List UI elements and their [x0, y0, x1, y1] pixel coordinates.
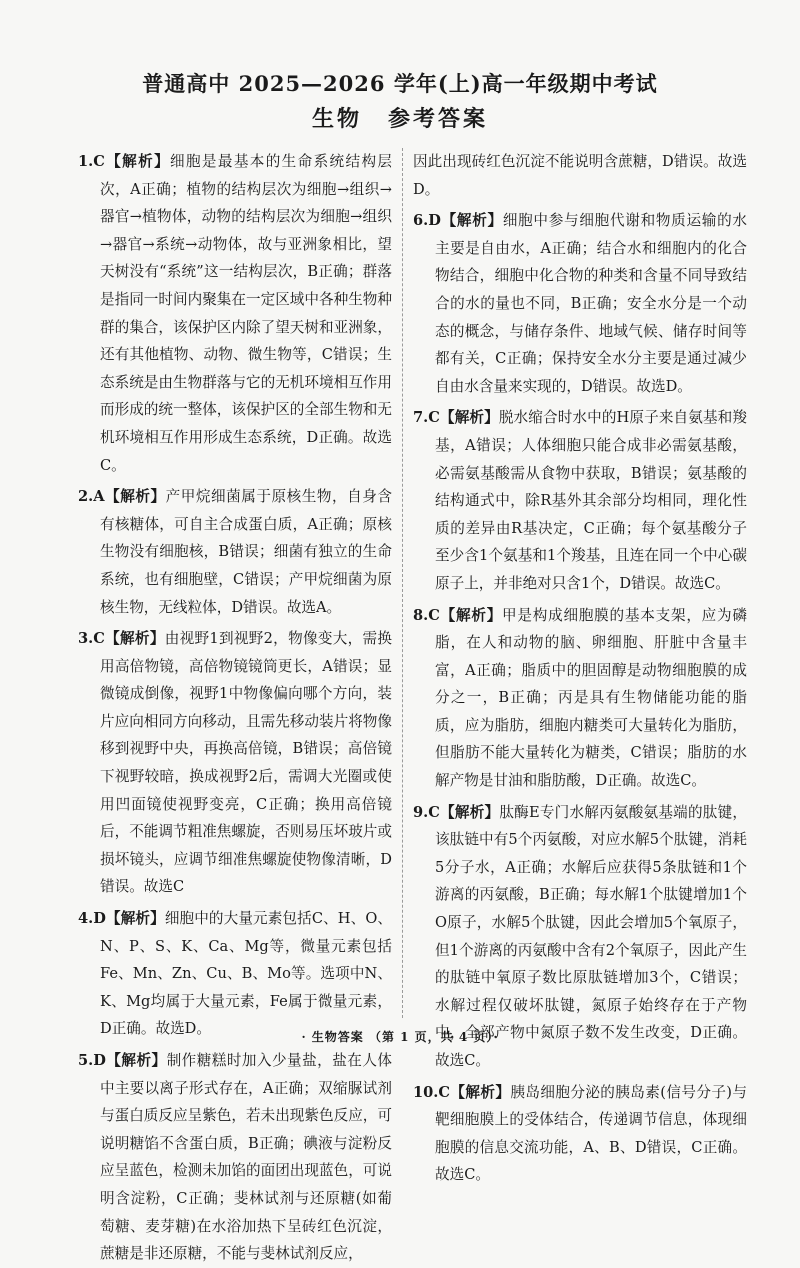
column-divider: [402, 148, 403, 1018]
answer-item: 3.C【解析】由视野1到视野2，物像变大，需换用高倍物镜，高倍物镜镜筒更长，A错误；显微镜成倒像，视野1中物像偏向哪个方向，装片应向相同方向移动，且需先移动装片将物像移到视野中央，再换高倍镜，B错误；高倍镜下视野较暗，换成视野2后，需调大光圈或使用凹面镜使视野变亮，C正确；换用高倍镜后，不能调节粗准焦螺旋，否则易压坏玻片或损坏镜头，应调节细准焦螺旋使物像清晰，D错误。故选C: [78, 630, 392, 896]
answer-item: 9.C【解析】肽酶E专门水解丙氨酸氨基端的肽键，该肽链中有5个丙氨酸，对应水解5个肽键，消耗5分子水，A正确；水解后应获得5条肽链和1个游离的丙氨酸，B正确；每水解1个肽键增加1个O原子，水解5个肽键，因此会增加5个氧原子，但1个游离的丙氨酸中含有2个氧原子，因此产生的肽链中氧原子数比原肽链增加3个，C错误；水解过程仅破坏肽键，氮原子始终存在于产物中，全部产物中氮原子数不发生改变，D正确。故选C。: [413, 803, 747, 1069]
right-column: [413, 148, 747, 1184]
answer-item: 7.C【解析】脱水缩合时水中的H原子来自氨基和羧基，A错误；人体细胞只能合成非必需氨基酸，必需氨基酸需从食物中获取，B错误；氨基酸的结构通式中，除R基外其余部分均相同，理化性质的差异由R基决定，C正确；每个氨基酸分子至少含1个氨基和1个羧基，且连在同一个中心碳原子上，并非绝对只含1个，D错误。故选C。: [413, 409, 747, 592]
answer-item: 1.C【解析】细胞是最基本的生命系统结构层次，A正确；植物的结构层次为细胞→组织→器官→植物体，动物的结构层次为细胞→组织→器官→系统→动物体，故与亚洲象相比，望天树没有“系统”这一结构层次，B正确；群落是指同一时间内聚集在一定区域中各种生物种群的集合，该保护区内除了望天树和亚洲象，还有其他植物、动物、微生物等，C错误；生态系统是由生物群落与它的无机环境相互作用而形成的统一整体，该保护区的全部生物和无机环境相互作用形成生态系统，D正确。故选C。: [78, 153, 392, 474]
answer-item: 6.D【解析】细胞中参与细胞代谢和物质运输的水主要是自由水，A正确；结合水和细胞内的化合物结合，细胞中化合物的种类和含量不同导致结合的水的量也不同，B正确；安全水分是一个动态的概念，与储存条件、地域气候、储存时间等都有关，C正确；保持安全水分主要是通过减少自由水含量来实现的，D错误。故选D。: [413, 212, 747, 395]
answer-continuation: 因此出现砖红色沉淀不能说明含蔗糖，D错误。故选D。: [413, 153, 747, 198]
left-column: [78, 148, 392, 1263]
answer-item: 5.D【解析】制作糖糕时加入少量盐，盐在人体中主要以离子形式存在，A正确；双缩脲试剂与蛋白质反应呈紫色，若未出现紫色反应，可说明糖馅不含蛋白质，B正确；碘液与淀粉反应呈蓝色，检测未加馅的面团出现蓝色，可说明含淀粉，C正确；斐林试剂与还原糖(如葡萄糖、麦芽糖)在水浴加热下呈砖红色沉淀，蔗糖是非还原糖，不能与斐林试剂反应，: [78, 1052, 392, 1263]
answer-item: 2.A【解析】产甲烷细菌属于原核生物，自身含有核糖体，可自主合成蛋白质，A正确；原核生物没有细胞核，B错误；细菌有独立的生命系统，也有细胞壁，C错误；产甲烷细菌为原核生物，无线粒体，D错误。故选A。: [78, 488, 392, 616]
page-title: 普通高中 2025—2026 学年(上)高一年级期中考试: [142, 71, 658, 96]
answer-key-label: 参考答案: [388, 106, 489, 132]
answer-item: 8.C【解析】甲是构成细胞膜的基本支架，应为磷脂，在人和动物的脑、卵细胞、肝脏中含量丰富，A正确；脂质中的胆固醇是动物细胞膜的成分之一，B正确；丙是具有生物储能功能的脂质，应为脂肪，细胞内糖类可大量转化为脂肪，但脂肪不能大量转化为糖类，C错误；脂肪的水解产物是甘油和脂肪酸，D正确。故选C。: [413, 606, 747, 790]
answer-item: 4.D【解析】细胞中的大量元素包括C、H、O、N、P、S、K、Ca、Mg等，微量元素包括Fe、Mn、Zn、Cu、B、Mo等。选项中N、K、Mg均属于大量元素，Fe属于微量元素，D正确。故选D。: [78, 910, 392, 1038]
answer-item: 10.C【解析】胰岛细胞分泌的胰岛素(信号分子)与靶细胞膜上的受体结合，传递调节信息，体现细胞膜的信息交流功能，A、B、D错误，C正确。故选C。: [413, 1083, 747, 1184]
page-subtitle: [0, 102, 800, 133]
subject-label: 生物: [311, 106, 362, 132]
page-footer: · 生物答案 （第 1 页，共 4 页）·: [301, 1030, 499, 1044]
